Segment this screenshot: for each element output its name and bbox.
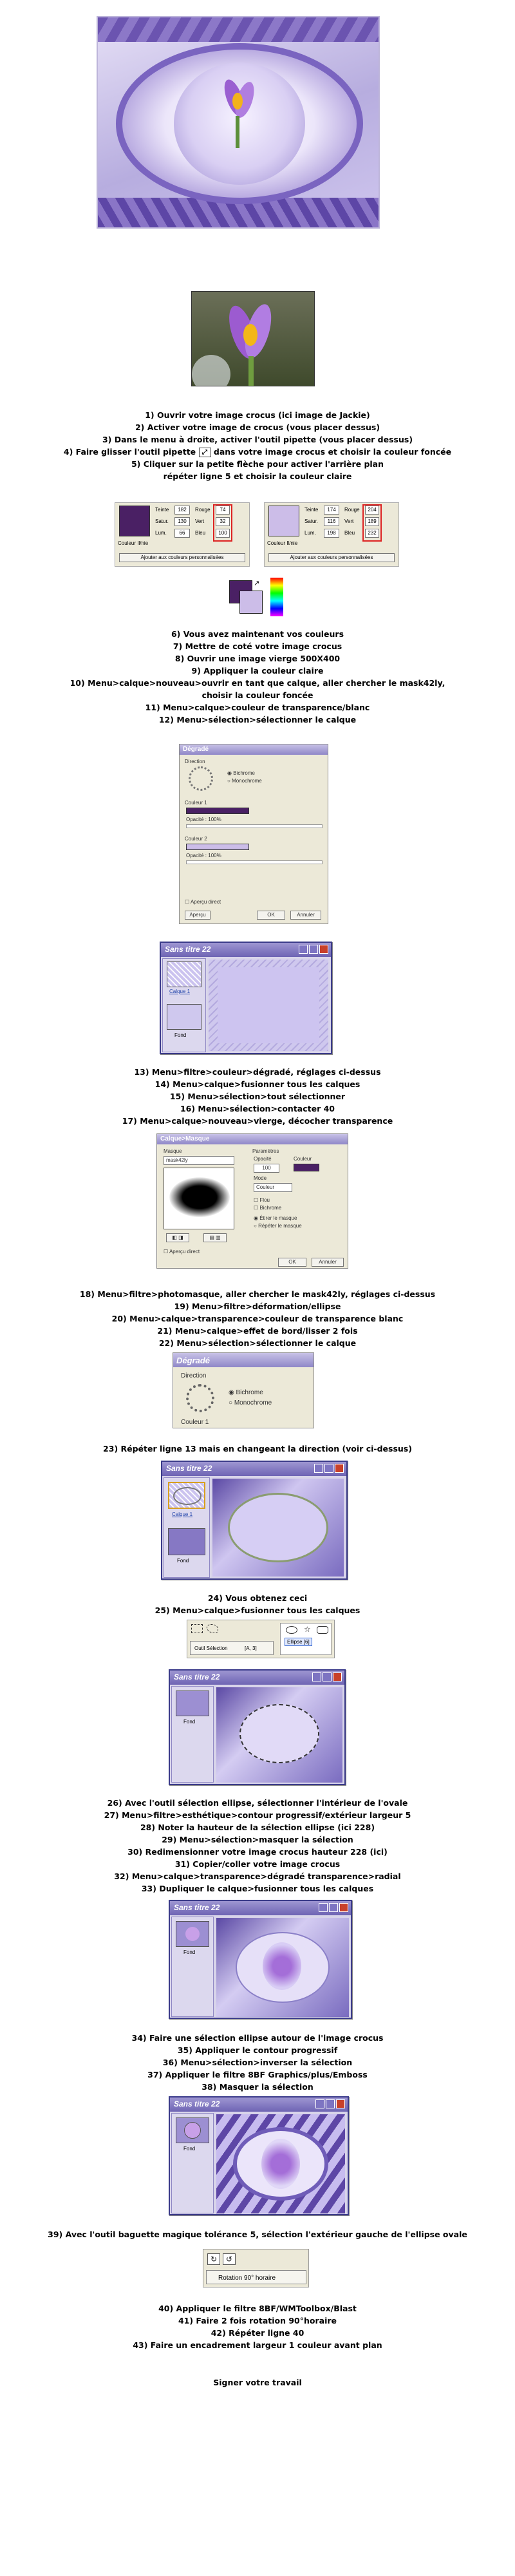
result-banner-image	[97, 16, 380, 229]
color1-label: Couleur 1	[181, 1419, 209, 1426]
step-line: 14) Menu>calque>fusionner tous les calques	[154, 1079, 360, 1089]
layer-label[interactable]: Fond	[174, 1032, 187, 1038]
hue-label: Teinte	[155, 507, 169, 513]
red-label: Rouge	[344, 507, 360, 513]
swap-arrow-icon[interactable]: ↗	[254, 579, 260, 587]
close-icon[interactable]	[336, 2099, 345, 2108]
layer-thumb-calque1[interactable]	[167, 961, 201, 987]
steps-block-3	[0, 1066, 515, 1127]
canvas[interactable]	[209, 960, 328, 1051]
crocus-in-ellipse	[261, 2139, 300, 2189]
background-color-box[interactable]	[239, 591, 263, 614]
step-line: 13) Menu>filtre>couleur>dégradé, réglages ci-dessus	[134, 1067, 381, 1077]
minimize-icon[interactable]	[314, 1464, 323, 1473]
steps-block-8	[0, 2302, 515, 2351]
close-icon[interactable]	[319, 945, 328, 954]
step-line: 26) Avec l'outil sélection ellipse, sélectionner l'intérieur de l'ovale	[107, 1798, 408, 1808]
canvas[interactable]	[212, 1479, 344, 1577]
step-line: 36) Menu>sélection>inverser la sélection	[162, 2058, 353, 2067]
step-line: 32) Menu>calque>transparence>dégradé transparence>radial	[114, 1871, 401, 1881]
step-line: 30) Redimensionner votre image crocus hauteur 228 (ici)	[127, 1847, 388, 1857]
layer-label[interactable]: Calque 1	[169, 989, 191, 994]
step-23: 23) Répéter ligne 13 mais en changeant la direction (voir ci-dessus)	[103, 1444, 412, 1454]
step-line: 10) Menu>calque>nouveau>ouvrir en tant que calque, aller chercher le mask42ly,	[70, 678, 445, 688]
params-section-label: Paramètres	[252, 1148, 279, 1154]
dialog-title: Dégradé	[180, 744, 328, 755]
checkbox-bichrome[interactable]: ☐ Bichrome	[254, 1205, 282, 1211]
layers-panel	[171, 1686, 214, 1783]
maximize-icon[interactable]	[309, 945, 318, 954]
maximize-icon[interactable]	[324, 1464, 333, 1473]
rounded-rect-icon[interactable]	[317, 1626, 328, 1634]
opacity-label: Opacité	[254, 1156, 272, 1162]
live-preview-checkbox[interactable]: ☐ Aperçu direct	[185, 899, 221, 905]
step-line: 12) Menu>sélection>sélectionner le calque	[158, 715, 357, 724]
maximize-icon[interactable]	[323, 1672, 332, 1681]
ellipse-menu-item[interactable]: Ellipse [6]	[285, 1638, 312, 1646]
window-title: Sans titre 22	[170, 2098, 348, 2112]
blue-field[interactable]: 100	[216, 529, 230, 538]
step-line: 20) Menu>calque>transparence>couleur de transparence blanc	[111, 1314, 404, 1323]
gradient-dialog-cropped	[173, 1352, 314, 1428]
green-label: Vert	[344, 518, 354, 524]
gradient-dialog	[179, 744, 328, 924]
step-line: 22) Menu>sélection>sélectionner le calque	[158, 1338, 357, 1348]
layer-label[interactable]: Fond	[183, 1949, 196, 1955]
window-title: Sans titre 22	[170, 1671, 344, 1685]
mask-color-swatch[interactable]	[294, 1164, 319, 1171]
blue-label: Bleu	[344, 530, 355, 536]
option-monochrome[interactable]: ○ Monochrome	[229, 1399, 272, 1406]
layer-thumb-fond[interactable]	[176, 1690, 209, 1716]
close-icon[interactable]	[335, 1464, 344, 1473]
image-window-3	[169, 1669, 346, 1785]
opacity-field[interactable]: 100	[254, 1164, 279, 1173]
checkbox-blur[interactable]: ☐ Flou	[254, 1197, 270, 1203]
layer-thumb-fond[interactable]	[167, 1004, 201, 1030]
step-line: 29) Menu>sélection>masquer la sélection	[162, 1835, 353, 1844]
dialog-title: Calque>Masque	[157, 1134, 348, 1144]
color-dialog-light	[264, 502, 399, 567]
dark-color-swatch	[119, 506, 150, 536]
step-line: 37) Appliquer le filtre 8BF Graphics/plus/Emboss	[147, 2070, 368, 2079]
layer-label[interactable]: Fond	[183, 1719, 196, 1725]
rect-select-icon[interactable]	[191, 1624, 203, 1633]
add-custom-color-button[interactable]: Ajouter aux couleurs personnalisées	[119, 553, 245, 562]
radio-stretch-mask[interactable]: ◉ Étirer le masque	[254, 1215, 297, 1221]
direction-dial[interactable]	[186, 1384, 214, 1412]
ellipse-icon[interactable]	[286, 1626, 297, 1634]
rotate-icon-alt[interactable]: ↺	[223, 2253, 236, 2265]
steps-block-7	[0, 2032, 515, 2093]
step-line: 27) Menu>filtre>esthétique>contour progressif/extérieur largeur 5	[104, 1810, 411, 1820]
canvas[interactable]	[216, 2114, 345, 2213]
red-field[interactable]: 74	[216, 506, 230, 515]
layer-thumb-fond[interactable]	[176, 2117, 209, 2143]
step-line: 34) Faire une sélection ellipse autour de l'image crocus	[131, 2033, 384, 2043]
step-line: 33) Dupliquer le calque>fusionner tous les calques	[141, 1884, 374, 1893]
lum-label: Lum.	[304, 530, 316, 536]
step-line: répéter ligne 5 et choisir la couleur claire	[163, 471, 352, 481]
layers-panel	[162, 958, 206, 1052]
red-field[interactable]: 204	[365, 506, 379, 515]
step-line: 28) Noter la hauteur de la sélection ellipse (ici 228)	[140, 1823, 375, 1832]
direction-label: Direction	[181, 1372, 207, 1379]
color1-bar[interactable]	[186, 808, 249, 814]
tool-menu-panel	[280, 1623, 332, 1655]
blue-label: Bleu	[195, 530, 206, 536]
step-line: 41) Faire 2 fois rotation 90°horaire	[178, 2316, 337, 2325]
step-line: 2) Activer votre image de crocus (vous placer dessus)	[135, 422, 380, 432]
color-dialog-dark	[115, 502, 250, 567]
lum-field[interactable]: 198	[324, 529, 339, 538]
mask-nav-button[interactable]: ◧ ◨	[166, 1233, 189, 1242]
color-selector-widget[interactable]	[224, 576, 288, 619]
option-bichrome[interactable]: ◉ Bichrome	[227, 770, 255, 776]
image-window-1	[160, 942, 332, 1054]
sat-field[interactable]: 130	[174, 517, 190, 526]
step-line: 1) Ouvrir votre image crocus (ici image de Jackie)	[145, 410, 370, 420]
green-field[interactable]: 189	[365, 517, 379, 526]
step-line: 42) Répéter ligne 40	[211, 2328, 304, 2338]
hue-label: Teinte	[304, 507, 319, 513]
step-39: 39) Avec l'outil baguette magique tolérance 5, sélection l'extérieur gauche de l'ellipse ovale	[48, 2230, 467, 2239]
direction-label: Direction	[185, 759, 205, 764]
crocus-photo	[191, 291, 315, 386]
layer-label[interactable]: Fond	[177, 1558, 189, 1564]
layer-thumb-calque1[interactable]	[168, 1482, 205, 1509]
steps-block-6	[0, 1797, 515, 1895]
add-custom-color-button[interactable]: Ajouter aux couleurs personnalisées	[268, 553, 395, 562]
opacity-slider[interactable]	[186, 824, 323, 828]
mode-label: Mode	[254, 1175, 267, 1181]
minimize-icon[interactable]	[299, 945, 308, 954]
sat-field[interactable]: 116	[324, 517, 339, 526]
step-line: 15) Menu>sélection>tout sélectionner	[169, 1092, 346, 1101]
ok-button[interactable]: OK	[278, 1258, 306, 1267]
step-line: 11) Menu>calque>couleur de transparence/blanc	[145, 703, 370, 712]
direction-dial[interactable]	[189, 766, 213, 791]
layer-thumb-fond[interactable]	[168, 1528, 205, 1555]
step-4-text-before: 4) Faire glisser l'outil pipette	[63, 447, 196, 457]
layer-label[interactable]: Calque 1	[172, 1511, 193, 1517]
opacity-label: Opacité : 100%	[186, 817, 221, 822]
minimize-icon[interactable]	[319, 1903, 328, 1912]
lasso-icon[interactable]	[207, 1624, 218, 1633]
color-spectrum-bar[interactable]	[270, 578, 283, 616]
canvas[interactable]	[216, 1918, 349, 2017]
color-label: Couleur	[294, 1156, 312, 1162]
rotate-90-button[interactable]	[206, 2270, 306, 2284]
selection-tool-strip	[187, 1620, 335, 1658]
step-line: 9) Appliquer la couleur claire	[191, 666, 324, 676]
hue-field[interactable]: 174	[324, 506, 339, 515]
rotate-label: Rotation 90° horaire	[218, 2275, 276, 2282]
ok-button[interactable]: OK	[257, 911, 285, 920]
mask-select[interactable]: mask42ly	[164, 1156, 234, 1165]
step-line: 6) Vous avez maintenant vos couleurs	[171, 629, 344, 639]
step-line: choisir la couleur foncée	[201, 690, 314, 700]
cancel-button[interactable]: Annuler	[290, 911, 321, 920]
window-title: Sans titre 22	[170, 1901, 351, 1915]
step-line: 21) Menu>calque>effet de bord/lisser 2 fois	[157, 1326, 358, 1336]
hue-field[interactable]: 182	[174, 506, 190, 515]
mode-select[interactable]: Couleur	[254, 1183, 292, 1192]
option-monochrome[interactable]: ○ Monochrome	[227, 778, 262, 784]
crocus-flower-shape	[212, 79, 267, 149]
step-line: 43) Faire un encadrement largeur 1 couleur avant plan	[133, 2340, 382, 2350]
green-label: Vert	[195, 518, 205, 524]
radio-repeat-mask[interactable]: ○ Répéter le masque	[254, 1223, 302, 1229]
crocus-in-ellipse	[263, 1942, 301, 1990]
mask-nav-button[interactable]: ▤ ▥	[203, 1233, 227, 1242]
steps-block-4	[0, 1288, 515, 1349]
step-line: 25) Menu>calque>fusionner tous les calques	[154, 1605, 360, 1615]
step-line: 7) Mettre de coté votre image crocus	[173, 641, 342, 651]
layer-label[interactable]: Fond	[183, 2146, 196, 2152]
maximize-icon[interactable]	[329, 1903, 338, 1912]
minimize-icon[interactable]	[315, 2099, 324, 2108]
red-label: Rouge	[195, 507, 211, 513]
swatch-label: Couleur Il/nie	[267, 540, 298, 546]
mask-section-label: Masque	[164, 1148, 182, 1154]
step-4-text-after: dans votre image crocus et choisir la couleur foncée	[213, 447, 452, 457]
live-preview-checkbox[interactable]: ☐ Aperçu direct	[164, 1249, 200, 1255]
selection-tool-button[interactable]	[190, 1641, 274, 1655]
mask-dialog	[156, 1133, 348, 1269]
layers-panel	[164, 1477, 210, 1578]
cancel-button[interactable]: Annuler	[312, 1258, 344, 1267]
light-color-swatch	[268, 506, 299, 536]
step-line: 35) Appliquer le contour progressif	[177, 2045, 338, 2055]
lum-field[interactable]: 66	[174, 529, 190, 538]
rotate-icon[interactable]: ↻	[207, 2253, 220, 2265]
step-line: 19) Menu>filtre>déformation/ellipse	[174, 1302, 341, 1311]
eyedropper-icon: ⤢	[199, 448, 211, 457]
rotation-tool	[203, 2249, 309, 2287]
canvas[interactable]	[216, 1687, 342, 1783]
layers-panel	[171, 2113, 214, 2213]
color2-bar[interactable]	[186, 844, 249, 850]
steps-block-1	[0, 409, 515, 482]
sat-label: Satur.	[304, 518, 318, 524]
steps-block-5	[0, 1592, 515, 1616]
minimize-icon[interactable]	[312, 1672, 321, 1681]
step-line: 3) Dans le menu à droite, activer l'outil pipette (vous placer dessus)	[102, 435, 413, 444]
step-line: 31) Copier/coller votre image crocus	[174, 1859, 341, 1869]
selection-ellipse[interactable]	[239, 1704, 319, 1763]
step-line: 24) Vous obtenez ceci	[207, 1593, 308, 1603]
step-line: 38) Masquer la sélection	[201, 2082, 314, 2092]
star-icon[interactable]: ☆	[304, 1625, 311, 1634]
color2-label: Couleur 2	[185, 836, 207, 842]
sat-label: Satur.	[155, 518, 169, 524]
color1-label: Couleur 1	[185, 800, 207, 806]
step-line: 5) Cliquer sur la petite flèche pour activer l'arrière plan	[131, 459, 384, 469]
step-line: 16) Menu>sélection>contacter 40	[180, 1104, 335, 1113]
close-icon[interactable]	[333, 1672, 342, 1681]
image-window-5	[169, 2096, 349, 2215]
layer-thumb-fond[interactable]	[176, 1921, 209, 1947]
dialog-title: Dégradé	[173, 1353, 314, 1367]
steps-block-2	[0, 628, 515, 726]
image-window-4	[169, 1900, 352, 2019]
green-field[interactable]: 32	[216, 517, 230, 526]
opacity-label: Opacité : 100%	[186, 853, 221, 858]
swatch-label: Couleur Il/nie	[118, 540, 149, 546]
blue-field[interactable]: 232	[365, 529, 379, 538]
image-window-2	[161, 1461, 348, 1580]
step-line: 18) Menu>filtre>photomasque, aller chercher le mask42ly, réglages ci-dessus	[79, 1289, 436, 1299]
close-icon[interactable]	[339, 1903, 348, 1912]
step-line: 17) Menu>calque>nouveau>vierge, décocher transparence	[122, 1116, 393, 1126]
window-title: Sans titre 22	[161, 943, 331, 957]
mask-preview	[164, 1168, 234, 1229]
option-bichrome[interactable]: ◉ Bichrome	[229, 1389, 263, 1396]
step-line: 40) Appliquer le filtre 8BF/WMToolbox/Blast	[158, 2304, 357, 2313]
layers-panel	[171, 1917, 214, 2017]
opacity-slider[interactable]	[186, 860, 323, 864]
signature-line: Signer votre travail	[213, 2378, 302, 2387]
preview-button[interactable]: Aperçu	[185, 911, 211, 920]
maximize-icon[interactable]	[326, 2099, 335, 2108]
lum-label: Lum.	[155, 530, 167, 536]
window-title: Sans titre 22	[162, 1462, 346, 1476]
step-4-line	[0, 446, 515, 458]
step-line: 8) Ouvrir une image vierge 500X400	[174, 654, 341, 663]
tool-hint: [A, 3]	[245, 1645, 257, 1651]
banner-top-band	[98, 17, 380, 42]
tool-label: Outil Sélection	[194, 1645, 228, 1651]
